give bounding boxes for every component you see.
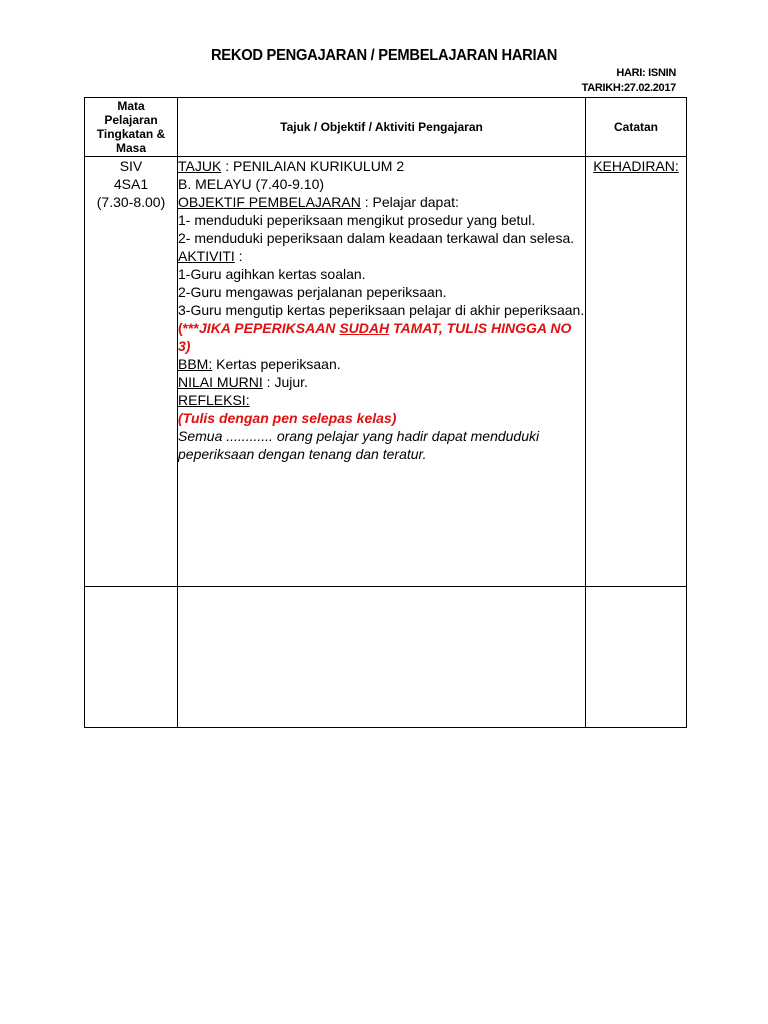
exam-note-prefix: (***: [178, 320, 200, 336]
header-subject-class-time: [85, 98, 178, 157]
header-line: Mata: [117, 99, 145, 113]
exam-note-emphasis: SUDAH: [339, 320, 390, 336]
document-title: REKOD PENGAJARAN / PEMBELAJARAN HARIAN: [210, 47, 558, 64]
exam-note-text: TAMAT, TULIS HINGGA NO 3): [178, 320, 572, 354]
activity-line: [178, 247, 585, 265]
values-label: NILAI MURNI: [178, 374, 263, 390]
reflection-instruction: (Tulis dengan pen selepas kelas): [178, 410, 397, 426]
header-topic-objective-activity: Tajuk / Objektif / Aktiviti Pengajaran: [178, 98, 586, 157]
day-label: HARI: ISNIN: [616, 67, 676, 79]
objective-line: [178, 193, 585, 211]
lesson-content-cell: [178, 157, 586, 587]
activity-label: AKTIVITI: [178, 248, 235, 264]
subject-time-line: B. MELAYU (7.40-9.10): [178, 176, 325, 192]
exam-note: [178, 319, 585, 355]
reflection-text: Semua ............ orang pelajar yang hadir dapat menduduki peperiksaan dengan tenang dan teratur.: [178, 428, 540, 462]
empty-cell: [85, 587, 178, 728]
topic-label: TAJUK: [178, 158, 222, 174]
topic-value: : PENILAIAN KURIKULUM 2: [221, 158, 405, 174]
subject-code: SIV: [119, 158, 143, 174]
date-label: TARIKH:27.02.2017: [581, 82, 676, 94]
objective-value: : Pelajar dapat:: [360, 194, 459, 210]
header-line: Masa: [115, 141, 147, 155]
reflection-line: [178, 391, 585, 409]
class-time: (7.30-8.00): [96, 194, 166, 210]
values-value: : Jujur.: [262, 374, 308, 390]
activity-item: 3-Guru mengutip kertas peperiksaan pelajar di akhir peperiksaan.: [178, 302, 585, 318]
values-line: [178, 373, 585, 391]
activity-value: :: [234, 248, 243, 264]
empty-cell: [178, 587, 586, 728]
bbm-line: [178, 355, 585, 373]
table-header-row: [85, 98, 687, 157]
reflection-label: REFLEKSI:: [178, 392, 250, 408]
objective-label: OBJEKTIF PEMBELAJARAN: [178, 194, 361, 210]
bbm-label: BBM:: [178, 356, 213, 372]
bbm-value: Kertas peperiksaan.: [212, 356, 341, 372]
topic-line: [178, 157, 585, 175]
header-notes: Catatan: [586, 98, 687, 157]
table-row: [85, 157, 687, 587]
lesson-record-table: [84, 97, 687, 728]
header-line: Tingkatan &: [96, 127, 166, 141]
objective-item: 2- menduduki peperiksaan dalam keadaan terkawal dan selesa.: [178, 230, 575, 246]
exam-note-text: JIKA PEPERIKSAAN: [199, 320, 340, 336]
notes-cell: [586, 157, 687, 587]
activity-item: 1-Guru agihkan kertas soalan.: [178, 266, 366, 282]
class-info-cell: [85, 157, 178, 587]
header-line: Pelajaran: [104, 113, 158, 127]
empty-cell: [586, 587, 687, 728]
attendance-label: KEHADIRAN:: [593, 158, 679, 174]
objective-item: 1- menduduki peperiksaan mengikut prosedur yang betul.: [178, 212, 536, 228]
class-name: 4SA1: [113, 176, 149, 192]
activity-item: 2-Guru mengawas perjalanan peperiksaan.: [178, 284, 447, 300]
table-row-empty: [85, 587, 687, 728]
